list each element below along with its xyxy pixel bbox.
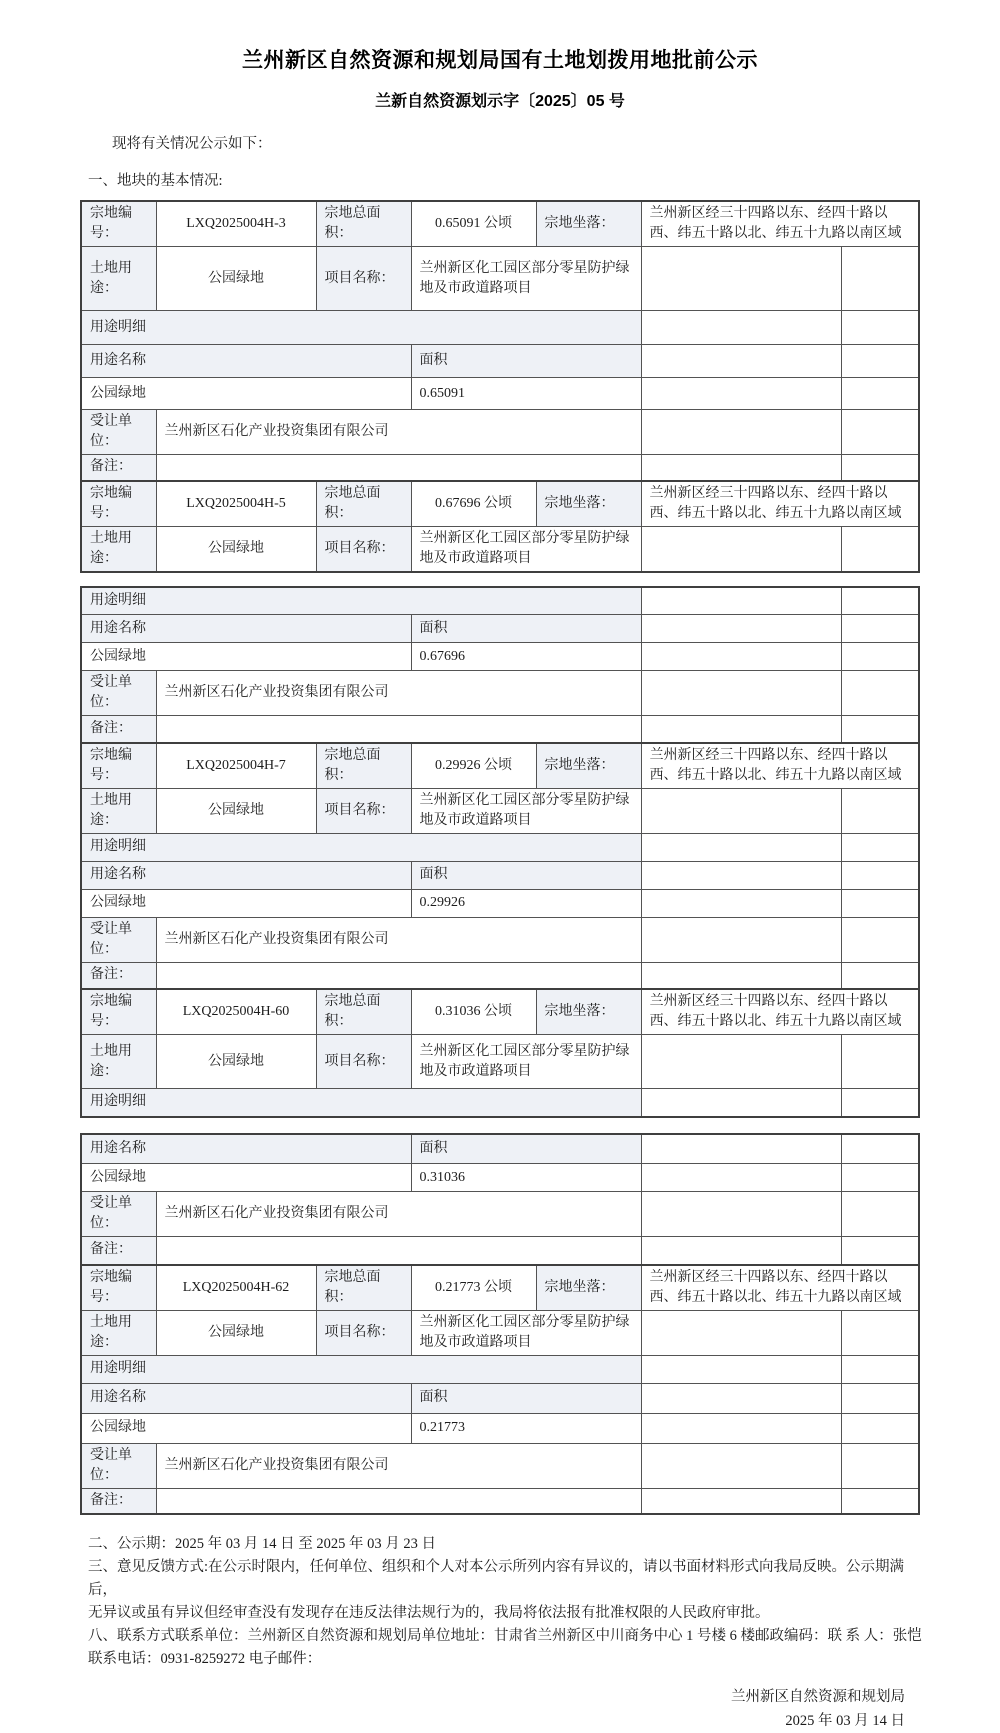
use-detail-label: 用途明细: [81, 587, 641, 615]
use-area-value: 0.29926: [411, 889, 641, 917]
empty-cell: [841, 378, 919, 410]
parcel-id-value: LXQ2025004H-7: [156, 743, 316, 789]
empty-cell: [641, 455, 841, 481]
area-header: 面积: [411, 1134, 641, 1164]
location-value: 兰州新区经三十四路以东、经四十路以西、纬五十路以北、纬五十九路以南区域: [641, 743, 919, 789]
land-use-row: [81, 247, 919, 311]
empty-cell: [641, 788, 841, 833]
empty-cell: [841, 615, 919, 643]
intro-text: 现将有关情况公示如下：: [112, 136, 272, 152]
land-use-row: [81, 526, 919, 572]
empty-cell: [841, 1134, 919, 1164]
remark-row: [81, 962, 919, 989]
parcel-table-block-1: [80, 200, 920, 573]
project-name-value: 兰州新区化工园区部分零星防护绿地及市政道路项目: [411, 788, 641, 833]
empty-cell: [641, 1488, 841, 1514]
area-header: 面积: [411, 861, 641, 889]
empty-cell: [641, 643, 841, 671]
remark-label: 备注：: [81, 716, 156, 743]
location-label: 宗地坐落：: [536, 743, 641, 789]
use-name-header-row: [81, 1134, 919, 1164]
empty-cell: [841, 716, 919, 743]
use-detail-row: [81, 1355, 919, 1383]
use-detail-row: [81, 311, 919, 345]
notes-section: [88, 1533, 922, 1671]
empty-cell: [641, 410, 841, 455]
empty-cell: [841, 788, 919, 833]
empty-cell: [841, 643, 919, 671]
use-name-header-row: [81, 345, 919, 378]
grantee-value: 兰州新区石化产业投资集团有限公司: [156, 1192, 641, 1237]
empty-cell: [841, 1035, 919, 1089]
land-use-value: 公园绿地: [156, 1035, 316, 1089]
grantee-label: 受让单位：: [81, 917, 156, 962]
grantee-value: 兰州新区石化产业投资集团有限公司: [156, 410, 641, 455]
use-name-value: 公园绿地: [81, 1164, 411, 1192]
empty-cell: [641, 917, 841, 962]
remark-row: [81, 1488, 919, 1514]
project-name-value: 兰州新区化工园区部分零星防护绿地及市政道路项目: [411, 1310, 641, 1355]
empty-cell: [641, 1192, 841, 1237]
grantee-value: 兰州新区石化产业投资集团有限公司: [156, 917, 641, 962]
parcel-table-block-2: [80, 586, 920, 1118]
use-detail-label: 用途明细: [81, 311, 641, 345]
total-area-value: 0.65091 公顷: [411, 201, 536, 247]
issuing-organization: 兰州新区自然资源和规划局: [731, 1689, 905, 1705]
empty-cell: [641, 1310, 841, 1355]
total-area-value: 0.67696 公顷: [411, 481, 536, 527]
use-value-row: [81, 643, 919, 671]
use-detail-label: 用途明细: [81, 1089, 641, 1117]
parcel-header-row: [81, 743, 919, 789]
empty-cell: [841, 1488, 919, 1514]
parcel-id-value: LXQ2025004H-60: [156, 989, 316, 1035]
contact-info-line1: 八、联系方式联系单位：兰州新区自然资源和规划局单位地址：甘肃省兰州新区中川商务中心 1 号楼 6 楼邮政编码：联 系 人：张恺: [88, 1628, 922, 1644]
total-area-label: 宗地总面积：: [316, 481, 411, 527]
empty-cell: [641, 378, 841, 410]
grantee-label: 受让单位：: [81, 410, 156, 455]
parcel-id-label: 宗地编号：: [81, 481, 156, 527]
page-title: 兰州新区自然资源和规划局国有土地划拨用地批前公示: [242, 49, 758, 72]
project-name-label: 项目名称：: [316, 526, 411, 572]
empty-cell: [641, 615, 841, 643]
land-use-value: 公园绿地: [156, 526, 316, 572]
empty-cell: [641, 1413, 841, 1443]
area-header: 面积: [411, 345, 641, 378]
project-name-label: 项目名称：: [316, 247, 411, 311]
parcel-id-label: 宗地编号：: [81, 1265, 156, 1311]
empty-cell: [841, 526, 919, 572]
use-name-header-row: [81, 861, 919, 889]
empty-cell: [841, 1237, 919, 1265]
use-detail-row: [81, 587, 919, 615]
remark-value: [156, 1488, 641, 1514]
use-detail-row: [81, 1089, 919, 1117]
use-detail-label: 用途明细: [81, 833, 641, 861]
land-use-value: 公园绿地: [156, 247, 316, 311]
empty-cell: [641, 345, 841, 378]
remark-label: 备注：: [81, 1488, 156, 1514]
empty-cell: [841, 311, 919, 345]
empty-cell: [641, 889, 841, 917]
parcel-header-row: [81, 989, 919, 1035]
issue-date: 2025 年 03 月 14 日: [785, 1713, 905, 1729]
location-value: 兰州新区经三十四路以东、经四十路以西、纬五十路以北、纬五十九路以南区域: [641, 481, 919, 527]
empty-cell: [641, 587, 841, 615]
empty-cell: [841, 671, 919, 716]
empty-cell: [841, 1089, 919, 1117]
use-value-row: [81, 378, 919, 410]
remark-row: [81, 716, 919, 743]
empty-cell: [841, 587, 919, 615]
project-name-label: 项目名称：: [316, 788, 411, 833]
parcel-header-row: [81, 1265, 919, 1311]
use-area-value: 0.65091: [411, 378, 641, 410]
use-name-value: 公园绿地: [81, 643, 411, 671]
parcel-id-label: 宗地编号：: [81, 201, 156, 247]
land-use-label: 土地用途：: [81, 1035, 156, 1089]
land-use-label: 土地用途：: [81, 1310, 156, 1355]
empty-cell: [641, 247, 841, 311]
grantee-row: [81, 1192, 919, 1237]
use-name-value: 公园绿地: [81, 889, 411, 917]
use-value-row: [81, 1164, 919, 1192]
empty-cell: [841, 861, 919, 889]
empty-cell: [841, 1413, 919, 1443]
grantee-label: 受让单位：: [81, 1192, 156, 1237]
empty-cell: [841, 833, 919, 861]
location-label: 宗地坐落：: [536, 1265, 641, 1311]
grantee-row: [81, 1443, 919, 1488]
grantee-row: [81, 410, 919, 455]
empty-cell: [841, 410, 919, 455]
use-name-value: 公园绿地: [81, 1413, 411, 1443]
empty-cell: [841, 1310, 919, 1355]
empty-cell: [641, 861, 841, 889]
empty-cell: [641, 962, 841, 989]
location-label: 宗地坐落：: [536, 989, 641, 1035]
empty-cell: [641, 1089, 841, 1117]
grantee-value: 兰州新区石化产业投资集团有限公司: [156, 1443, 641, 1488]
land-use-row: [81, 1035, 919, 1089]
empty-cell: [841, 247, 919, 311]
empty-cell: [641, 311, 841, 345]
feedback-method-line2: 无异议或虽有异议但经审查没有发现存在违反法律法规行为的，我局将依法报有批准权限的人民政府审批。: [88, 1605, 770, 1621]
empty-cell: [641, 671, 841, 716]
location-value: 兰州新区经三十四路以东、经四十路以西、纬五十路以北、纬五十九路以南区域: [641, 989, 919, 1035]
total-area-value: 0.31036 公顷: [411, 989, 536, 1035]
empty-cell: [841, 962, 919, 989]
remark-label: 备注：: [81, 1237, 156, 1265]
total-area-label: 宗地总面积：: [316, 989, 411, 1035]
empty-cell: [841, 1443, 919, 1488]
location-label: 宗地坐落：: [536, 481, 641, 527]
project-name-value: 兰州新区化工园区部分零星防护绿地及市政道路项目: [411, 1035, 641, 1089]
use-area-value: 0.21773: [411, 1413, 641, 1443]
parcel-id-label: 宗地编号：: [81, 743, 156, 789]
use-area-value: 0.31036: [411, 1164, 641, 1192]
parcel-table-block-3: [80, 1133, 920, 1516]
land-use-value: 公园绿地: [156, 788, 316, 833]
empty-cell: [641, 1237, 841, 1265]
use-area-value: 0.67696: [411, 643, 641, 671]
project-name-label: 项目名称：: [316, 1035, 411, 1089]
empty-cell: [641, 1443, 841, 1488]
remark-value: [156, 962, 641, 989]
empty-cell: [641, 833, 841, 861]
area-header: 面积: [411, 1383, 641, 1413]
empty-cell: [641, 716, 841, 743]
land-use-value: 公园绿地: [156, 1310, 316, 1355]
location-value: 兰州新区经三十四路以东、经四十路以西、纬五十路以北、纬五十九路以南区域: [641, 201, 919, 247]
parcel-id-label: 宗地编号：: [81, 989, 156, 1035]
parcel-id-value: LXQ2025004H-62: [156, 1265, 316, 1311]
land-use-row: [81, 788, 919, 833]
location-value: 兰州新区经三十四路以东、经四十路以西、纬五十路以北、纬五十九路以南区域: [641, 1265, 919, 1311]
total-area-label: 宗地总面积：: [316, 743, 411, 789]
empty-cell: [841, 345, 919, 378]
empty-cell: [841, 917, 919, 962]
publicity-period: 二、公示期：2025 年 03 月 14 日 至 2025 年 03 月 23 日: [88, 1536, 436, 1552]
land-use-label: 土地用途：: [81, 526, 156, 572]
remark-row: [81, 455, 919, 481]
empty-cell: [841, 1355, 919, 1383]
project-name-value: 兰州新区化工园区部分零星防护绿地及市政道路项目: [411, 526, 641, 572]
grantee-row: [81, 917, 919, 962]
use-name-header: 用途名称: [81, 1134, 411, 1164]
remark-label: 备注：: [81, 455, 156, 481]
section1-heading: 一、地块的基本情况:: [88, 173, 223, 189]
land-use-row: [81, 1310, 919, 1355]
remark-label: 备注：: [81, 962, 156, 989]
empty-cell: [641, 1383, 841, 1413]
use-name-header: 用途名称: [81, 861, 411, 889]
project-name-value: 兰州新区化工园区部分零星防护绿地及市政道路项目: [411, 247, 641, 311]
signature-block: [0, 1685, 905, 1733]
grantee-row: [81, 671, 919, 716]
total-area-label: 宗地总面积：: [316, 201, 411, 247]
contact-info-line2: 联系电话：0931-8259272 电子邮件：: [88, 1651, 322, 1667]
location-label: 宗地坐落：: [536, 201, 641, 247]
feedback-method-line1: 三、意见反馈方式:在公示时限内，任何单位、组织和个人对本公示所列内容有异议的，请以书面材料形式向我局反映。公示期满后，: [88, 1559, 905, 1598]
total-area-label: 宗地总面积：: [316, 1265, 411, 1311]
parcel-id-value: LXQ2025004H-5: [156, 481, 316, 527]
use-detail-label: 用途明细: [81, 1355, 641, 1383]
area-header: 面积: [411, 615, 641, 643]
empty-cell: [841, 1164, 919, 1192]
empty-cell: [841, 1383, 919, 1413]
remark-value: [156, 1237, 641, 1265]
empty-cell: [641, 1355, 841, 1383]
land-use-label: 土地用途：: [81, 247, 156, 311]
use-name-header-row: [81, 1383, 919, 1413]
empty-cell: [641, 526, 841, 572]
project-name-label: 项目名称：: [316, 1310, 411, 1355]
remark-value: [156, 716, 641, 743]
use-name-header: 用途名称: [81, 615, 411, 643]
parcel-header-row: [81, 201, 919, 247]
empty-cell: [641, 1164, 841, 1192]
parcel-header-row: [81, 481, 919, 527]
empty-cell: [841, 455, 919, 481]
use-detail-row: [81, 833, 919, 861]
remark-value: [156, 455, 641, 481]
empty-cell: [641, 1134, 841, 1164]
use-value-row: [81, 889, 919, 917]
total-area-value: 0.21773 公顷: [411, 1265, 536, 1311]
empty-cell: [841, 1192, 919, 1237]
use-name-header: 用途名称: [81, 345, 411, 378]
use-name-value: 公园绿地: [81, 378, 411, 410]
use-name-header-row: [81, 615, 919, 643]
empty-cell: [641, 1035, 841, 1089]
use-value-row: [81, 1413, 919, 1443]
grantee-label: 受让单位：: [81, 1443, 156, 1488]
document-number: 兰新自然资源划示字〔2025〕05 号: [375, 93, 625, 110]
land-use-label: 土地用途：: [81, 788, 156, 833]
grantee-value: 兰州新区石化产业投资集团有限公司: [156, 671, 641, 716]
total-area-value: 0.29926 公顷: [411, 743, 536, 789]
parcel-id-value: LXQ2025004H-3: [156, 201, 316, 247]
remark-row: [81, 1237, 919, 1265]
grantee-label: 受让单位：: [81, 671, 156, 716]
empty-cell: [841, 889, 919, 917]
use-name-header: 用途名称: [81, 1383, 411, 1413]
